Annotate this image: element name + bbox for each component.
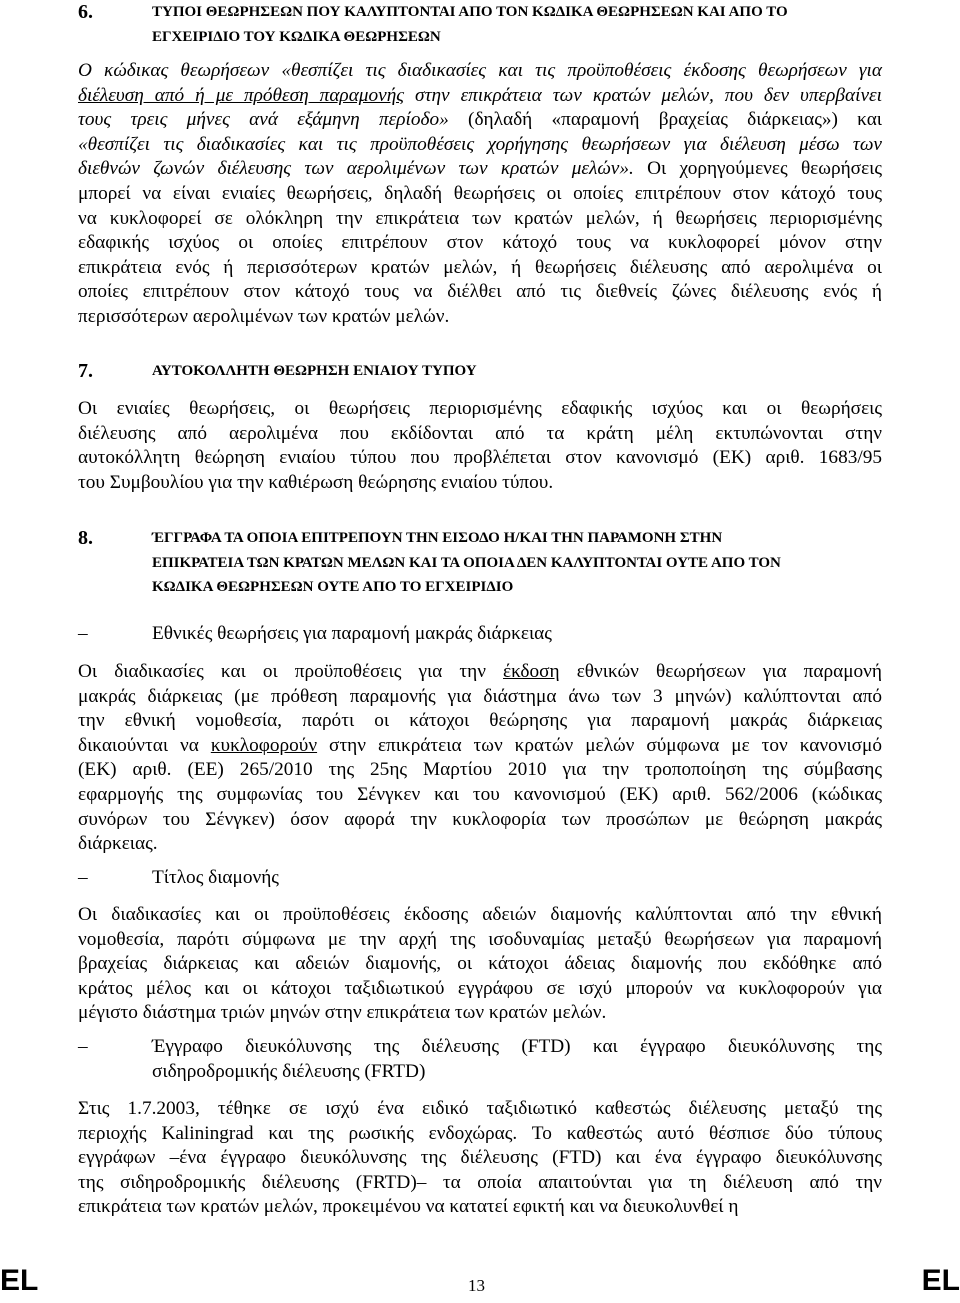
text-segment: μακράς διάρκειας (με πρόθεση παραμονής για διάστημα άνω των 3 μηνών) καλύπτονται από [78,685,882,707]
text-segment: «θεσπίζει τις διαδικασίες και τις προϋποθέσεις χορήγησης θεωρήσεων για διέλευση μέσω των [78,133,882,155]
section-7-heading [78,359,882,384]
text-line [78,783,882,808]
text-line [78,305,882,330]
text-line [78,758,882,783]
dash-item-label-line-2: σιδηροδρομικής διέλευσης (FRTD) [152,1060,426,1082]
text-line [78,256,882,281]
section-6-paragraph [78,59,882,330]
section-8-title-line-3: ΚΩΔΙΚΑ ΘΕΩΡΗΣΕΩΝ ΟΥΤΕ ΑΠΟ ΤΟ ΕΓΧΕΙΡΙΔΙΟ [152,579,514,596]
text-segment: στην επικράτεια των κρατών μελών, που δεν υπερβαίνει [404,84,882,106]
section-8-heading [78,526,882,600]
text-segment: (δηλαδή «παραμονή βραχείας διάρκειας») και [448,109,882,131]
text-line: εγγράφων –ένα έγγραφο διευκόλυνσης της διέλευσης (FTD) και ένα έγγραφο διευκόλυνσης [78,1147,882,1169]
section-7-number: 7. [78,360,93,382]
dash-item-label: Τίτλος διαμονής [152,867,279,888]
dash-item-ftd-frtd [78,1035,882,1084]
text-segment: την εθνική νομοθεσία, παρότι οι κάτοχοι θεώρησης για παραμονή μακράς διάρκειας [78,710,882,732]
dash-bullet: – [78,623,88,644]
text-segment: περισσότερων αερολιμένων των κρατών μελών. [78,305,450,327]
text-line: της σιδηροδρομικής διέλευσης (FRTD)– τα οποία απαιτούνται για τη διέλευση από την [78,1171,882,1193]
text-segment: μπορεί να είναι ενιαίες θεωρήσεις, δηλαδή θεωρήσεις οι οποίες επιτρέπουν στον κάτοχό τους [78,182,882,204]
section-6-number: 6. [78,1,93,23]
section-6-heading [78,0,882,49]
section-6-title-line-2: ΕΓΧΕΙΡΙΔΙΟ ΤΟΥ ΚΩΔΙΚΑ ΘΕΩΡΗΣΕΩΝ [152,28,441,45]
text-line: Οι διαδικασίες και οι προϋποθέσεις έκδοσης αδειών διαμονής καλύπτονται από την εθνική [78,904,882,925]
text-line [78,832,882,857]
text-segment: κυκλοφορούν [210,734,318,756]
text-segment: οποίες επιτρέπουν στον κάτοχό τους να διέλθει από τις διεθνείς ζώνες διέλευσης ενός ή [78,281,882,303]
text-line [78,660,882,685]
text-line [78,231,882,256]
text-line: του Συμβουλίου για την καθιέρωση θεώρησης ενιαίου τύπου. [78,471,554,493]
dash-item-residence-permit [78,866,882,891]
text-segment: συνόρων του Σένγκεν) όσον αφορά την κυκλοφορία των προσώπων με θεώρηση μακράς [78,808,882,830]
text-line [78,685,882,710]
dash-bullet: – [78,867,88,888]
section-6-title [152,0,882,49]
text-line [78,734,882,759]
section-7-paragraph [78,397,882,495]
text-line [78,133,882,158]
section-8-title [152,526,882,600]
text-segment: εδαφικής ισχύος οι οποίες επιτρέπουν στον κάτοχό τους να κυκλοφορεί μόνον στην [78,232,882,254]
text-line: αυτοκόλλητη θεώρηση ενιαίου τύπου που προβλέπεται στον κανονισμό (ΕΚ) αριθ. 1683/95 [78,447,882,469]
text-segment: έκδοση [503,661,560,682]
dash-item-label [152,1035,882,1084]
text-segment: (ΕΚ) αριθ. (ΕΕ) 265/2010 της 25ης Μαρτίου 2010 για την τροποποίηση της σύμβασης [78,759,882,781]
text-line [78,84,882,109]
text-line: Οι ενιαίες θεωρήσεις, οι θεωρήσεις περιορισμένης εδαφικής ισχύος και οι θεωρήσεις [78,398,882,419]
section-7-title: ΑΥΤΟΚΟΛΛΗΤΗ ΘΕΩΡΗΣΗ ΕΝΙΑΙΟΥ ΤΥΠΟΥ [152,363,477,379]
text-line: μέγιστο διάστημα τριών μηνών στην επικράτεια των κρατών μελών. [78,1002,607,1024]
text-segment: Οι διαδικασίες και οι προϋποθέσεις για την [78,661,504,682]
dash-item-label: Εθνικές θεωρήσεις για παραμονή μακράς διάρκειας [152,623,552,644]
page-number: 13 [468,1276,485,1296]
ftd-frtd-paragraph [78,1097,882,1220]
text-segment: εφαρμογής της συμφωνίας του Σένγκεν και του κανονισμού (ΕΚ) αριθ. 562/2006 (κώδικας [78,783,882,805]
long-stay-visas-paragraph [78,660,882,857]
text-segment: διέλευση από ή με πρόθεση παραμονής [78,84,405,106]
dash-bullet: – [78,1036,88,1057]
text-line: κράτος μέλος και οι κάτοχοι ταξιδιωτικού εγγράφου σε ισχύ μπορούν να κυκλοφορούν για [78,977,882,999]
text-line: νομοθεσία, παρότι σύμφωνα με την αρχή της ισοδυναμίας μεταξύ θεωρήσεων για παραμονή [78,928,882,950]
text-segment: στην επικράτεια των κρατών μελών σύμφωνα με τον κανονισμό [317,734,883,756]
dash-item-long-stay-visas [78,622,882,647]
text-line [78,182,882,207]
text-line: περιοχής Kaliningrad και της ρωσικής ενδοχώρας. Το καθεστώς αυτό θέσπισε δύο τύπους [78,1122,882,1144]
text-segment: εθνικών θεωρήσεων για παραμονή [559,661,882,682]
text-line [78,157,882,182]
text-segment: διεθνών ζωνών διέλευσης των αερολιμένων των κρατών μελών». [78,158,634,180]
dash-item-label-line-1: Έγγραφο διευκόλυνσης της διέλευσης (FTD) και έγγραφο διευκόλυνσης της [152,1036,882,1057]
text-segment: να κυκλοφορεί σε ολόκληρη την επικράτεια των κρατών μελών, ή θεωρήσεις περιορισμένης [78,207,882,229]
section-8-number: 8. [78,527,93,549]
page-footer [0,1253,960,1303]
section-6-title-line-1: ΤΥΠΟΙ ΘΕΩΡΗΣΕΩΝ ΠΟΥ ΚΑΛΥΠΤΟΝΤΑΙ ΑΠΟ ΤΟΝ ΚΩΔΙΚΑ ΘΕΩΡΗΣΕΩΝ ΚΑΙ ΑΠΟ ΤΟ [152,4,788,20]
text-line: επικράτεια των κρατών μελών, προκειμένου να κατατεί εφικτή και να διευκολυνθεί η [78,1196,739,1218]
text-line [78,207,882,232]
text-line [78,709,882,734]
residence-permit-paragraph [78,903,882,1026]
text-line [78,280,882,305]
text-line [78,108,882,133]
text-segment: Ο κώδικας θεωρήσεων «θεσπίζει τις διαδικασίες και τις προϋποθέσεις έκδοσης θεωρήσεων για [78,60,882,81]
language-code-left: EL [0,1264,39,1297]
section-8-title-line-2: ΕΠΙΚΡΑΤΕΙΑ ΤΩΝ ΚΡΑΤΩΝ ΜΕΛΩΝ ΚΑΙ ΤΑ ΟΠΟΙΑ ΔΕΝ ΚΑΛΥΠΤΟΝΤΑΙ ΟΥΤΕ ΑΠΟ ΤΟΝ [152,554,781,571]
text-segment: διάρκειας. [78,833,158,855]
section-8-title-line-1: ΈΓΓΡΑΦΑ ΤΑ ΟΠΟΙΑ ΕΠΙΤΡΕΠΟΥΝ ΤΗΝ ΕΙΣΟΔΟ Η/ΚΑΙ ΤΗΝ ΠΑΡΑΜΟΝΗ ΣΤΗΝ [152,530,723,546]
language-code-right: EL [921,1264,960,1297]
text-line: διέλευσης από αερολιμένα που εκδίδονται από τα κράτη μέλη εκτυπώνονται στην [78,422,882,444]
text-line: Στις 1.7.2003, τέθηκε σε ισχύ ένα ειδικό ταξιδιωτικό καθεστώς διέλευσης μεταξύ της [78,1098,882,1119]
text-segment: δικαιούνται να [78,734,211,756]
text-line [78,808,882,833]
text-line: βραχείας διάρκειας και αδειών διαμονής, οι κάτοχοι άδειας διαμονής που εκδόθηκε από [78,953,882,975]
text-line [78,59,882,84]
text-segment: Οι χορηγούμενες θεωρήσεις [633,158,882,180]
text-segment: επικράτεια ενός ή περισσότερων κρατών μελών, ή θεωρήσεις διέλευσης από αερολιμένα οι [78,256,882,278]
text-segment: τους τρεις μήνες ανά εξάμηνη περίοδο» [78,109,449,131]
